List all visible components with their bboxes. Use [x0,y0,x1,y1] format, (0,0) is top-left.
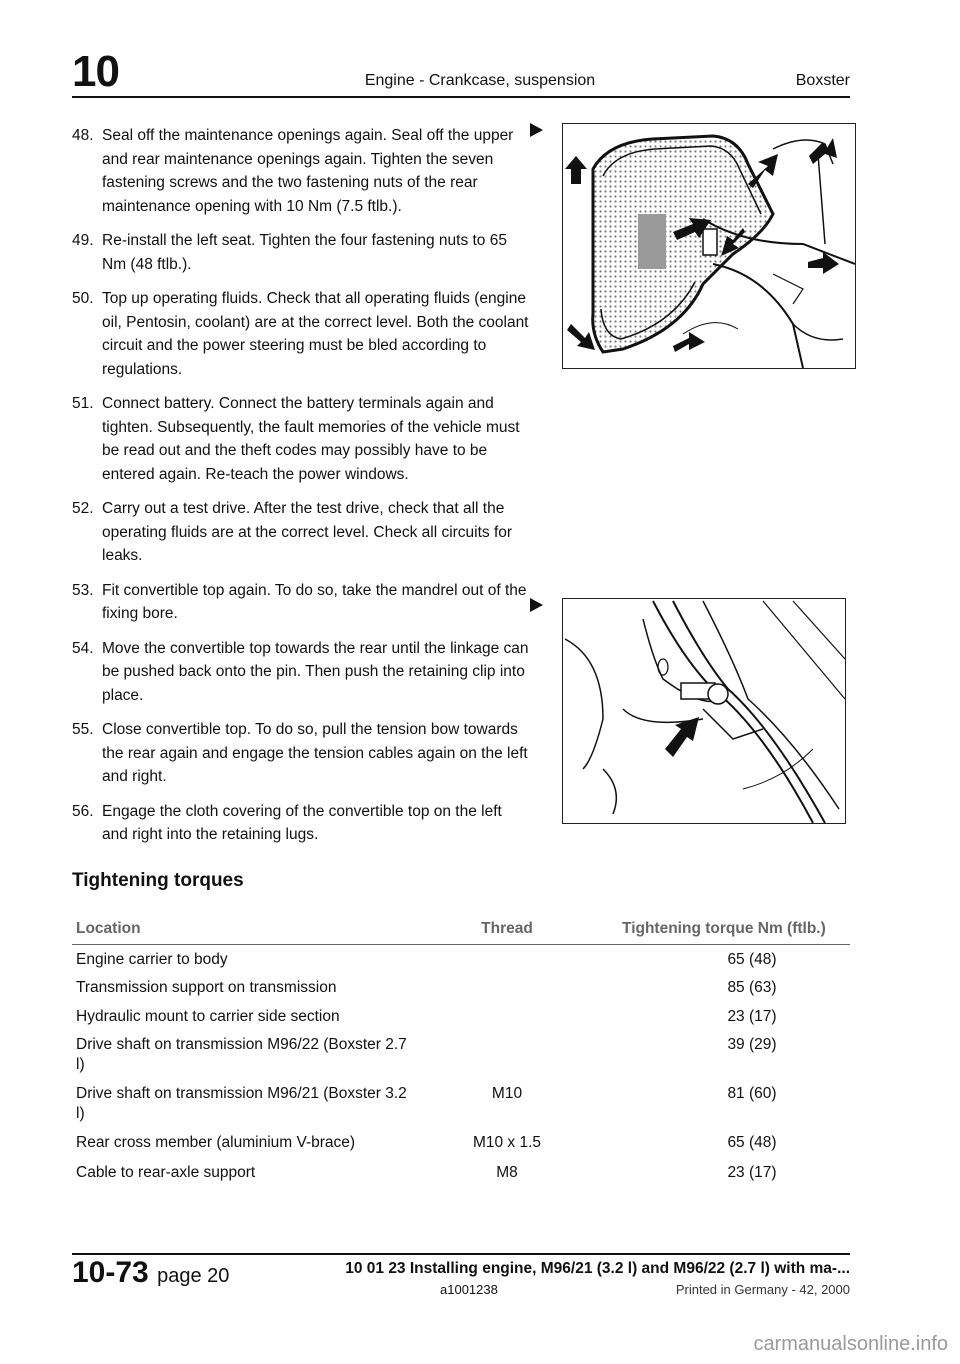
section-title: Tightening torques [72,870,244,891]
step-number: 48. [72,127,94,144]
step-55 [72,718,530,789]
cell-torque: 39 (29) [727,1036,777,1053]
step-number: 55. [72,721,94,738]
cell-location: Cable to rear-axle support [76,1164,256,1181]
step-text: Top up operating fluids. Check that all operating fluids (engine oil, Pentosin, coolant) are at the correct level. Both the coolant circuit and the power steering must be bled according to regulations. [102,290,529,378]
document-code: a1001238 [440,1282,498,1297]
cell-location: Rear cross member (aluminium V-brace) [76,1134,356,1151]
step-48 [72,124,530,218]
cell-thread: M10 x 1.5 [472,1134,542,1151]
cell-torque: 23 (17) [727,1008,777,1025]
step-text: Close convertible top. To do so, pull the tension bow towards the rear again and engage the tension cables again on the left and right. [102,721,528,785]
step-text: Move the convertible top towards the rear until the linkage can be pushed back onto the pin. Then push the retaining clip into place. [102,639,529,704]
figure-pointer-icon [530,598,543,612]
step-number: 56. [72,802,94,820]
step-text: Seal off the maintenance openings again. Seal off the upper and rear maintenance openings again. Tighten the seven fastening screws and the two fastening nuts of the rear maintenance opening with 10 Nm (7.5 ftlb.). [102,127,514,215]
watermark: carmanualsonline.info [753,1333,948,1355]
column-header-thread: Thread [481,920,533,937]
step-text: Re-install the left seat. Tighten the four fastening nuts to 65 Nm (48 ftlb.). [102,232,507,273]
step-text: Connect battery. Connect the battery terminals again and tighten. Subsequently, the fault memories of the vehicle must be read out and the theft codes may possibly have to be entered again. Re-teach the power windows. [102,395,520,483]
step-53 [72,579,530,626]
table-header-rule [72,944,850,945]
header-title: Engine - Crankcase, suspension [364,72,596,89]
maintenance-opening-illustration [563,124,855,368]
step-54 [72,637,530,708]
step-number: 50. [72,290,94,307]
cell-location: Engine carrier to body [76,951,228,968]
footer-title: 10 01 23 Installing engine, M96/21 (3.2 l) and M96/22 (2.7 l) with ma-... [345,1260,850,1277]
chapter-number: 10 [72,47,119,96]
page-number-sub: page 20 [157,1265,230,1287]
footer-rule [72,1253,850,1255]
page-number-main: 10-73 [72,1256,149,1289]
step-number: 54. [72,639,94,657]
figure-convertible-top-linkage [562,598,846,824]
step-text: Carry out a test drive. After the test drive, check that all the operating fluids are at the correct level. Check all circuits for leaks. [102,500,513,564]
figure-pointer-icon [530,123,543,137]
cell-location: Hydraulic mount to carrier side section [76,1008,340,1025]
cell-torque: 23 (17) [727,1164,777,1181]
step-51 [72,392,530,486]
header-rule [72,96,850,98]
step-number: 49. [72,232,94,249]
cell-thread: M8 [496,1164,518,1181]
step-52 [72,497,530,568]
column-header-torque: Tightening torque Nm (ftlb.) [622,920,826,937]
step-text: Fit convertible top again. To do so, take the mandrel out of the fixing bore. [102,581,527,622]
cell-thread: M10 [491,1085,523,1102]
column-header-location: Location [76,920,141,937]
step-56 [72,800,530,847]
step-49 [72,229,530,276]
step-number: 52. [72,500,94,517]
figure-maintenance-opening [562,123,856,369]
cell-torque: 85 (63) [727,979,777,996]
header-model: Boxster [795,72,850,89]
printed-notice: Printed in Germany - 42, 2000 [675,1282,850,1297]
cell-location: Drive shaft on transmission M96/22 (Boxster 2.7 l) [76,1036,407,1073]
cell-location: Transmission support on transmission [76,979,337,996]
cell-torque: 65 (48) [727,1134,777,1151]
cell-location: Drive shaft on transmission M96/21 (Boxster 3.2 l) [76,1085,407,1122]
cell-torque: 65 (48) [727,951,777,968]
step-50 [72,287,530,381]
convertible-top-linkage-illustration [563,599,845,823]
page-number [72,1258,229,1288]
step-number: 51. [72,395,94,412]
step-text: Engage the cloth covering of the convertible top on the left and right into the retaining lugs. [102,802,502,843]
step-number: 53. [72,581,94,599]
procedure-steps [72,124,530,858]
cell-torque: 81 (60) [727,1085,777,1102]
